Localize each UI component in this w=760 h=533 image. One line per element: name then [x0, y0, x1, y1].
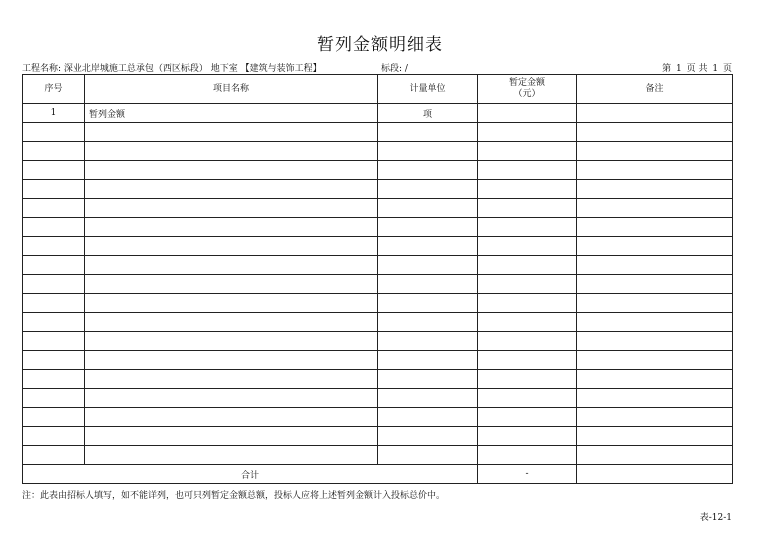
table-row [23, 199, 733, 218]
cell-remark [577, 351, 733, 370]
table-row [23, 142, 733, 161]
page-label-end: 页 [722, 64, 732, 74]
cell-unit [378, 237, 478, 256]
cell-remark [577, 313, 733, 332]
cell-name [85, 199, 378, 218]
cell-unit [378, 408, 478, 427]
cell-unit [378, 351, 478, 370]
cell-amount [478, 180, 577, 199]
cell-unit [378, 275, 478, 294]
table-body [23, 104, 733, 465]
cell-seq [23, 370, 85, 389]
table-row [23, 237, 733, 256]
cell-amount [478, 332, 577, 351]
cell-unit [378, 370, 478, 389]
cell-amount [478, 446, 577, 465]
cell-amount [478, 427, 577, 446]
cell-amount [478, 161, 577, 180]
cell-name [85, 256, 378, 275]
cell-name [85, 427, 378, 446]
cell-unit [378, 446, 478, 465]
cell-seq [23, 294, 85, 313]
total-row [23, 465, 733, 484]
page-indicator [660, 61, 732, 74]
cell-seq [23, 313, 85, 332]
cell-remark [577, 142, 733, 161]
table-row [23, 332, 733, 351]
cell-seq [23, 408, 85, 427]
cell-seq [23, 351, 85, 370]
cell-seq [23, 256, 85, 275]
header-remark: 备注 [577, 75, 733, 104]
cell-unit [378, 180, 478, 199]
cell-name [85, 237, 378, 256]
cell-amount [478, 218, 577, 237]
cell-unit [378, 256, 478, 275]
total-remark [577, 465, 733, 484]
cell-unit [378, 161, 478, 180]
cell-remark [577, 123, 733, 142]
section-label: 标段: / [381, 64, 408, 74]
cell-amount [478, 142, 577, 161]
cell-amount [478, 389, 577, 408]
page-label-first: 第 [662, 64, 672, 74]
header-amount-line2: （元） [513, 89, 541, 99]
table-row [23, 370, 733, 389]
info-bar [22, 61, 732, 75]
footnote: 注：此表由招标人填写，如不能详列，也可只列暂定金额总额，投标人应将上述暂列金额计入投标总价中。 [22, 491, 446, 501]
cell-amount [478, 294, 577, 313]
cell-seq [23, 123, 85, 142]
cell-name [85, 180, 378, 199]
cell-remark [577, 294, 733, 313]
cell-name [85, 161, 378, 180]
cell-unit [378, 313, 478, 332]
table-row [23, 294, 733, 313]
cell-seq [23, 446, 85, 465]
table-row [23, 427, 733, 446]
cell-remark [577, 199, 733, 218]
header-name: 项目名称 [85, 75, 378, 104]
table-row [23, 446, 733, 465]
cell-remark [577, 332, 733, 351]
cell-name [85, 351, 378, 370]
cell-unit [378, 123, 478, 142]
cell-remark [577, 161, 733, 180]
cell-seq [23, 142, 85, 161]
page-total: 1 [712, 64, 719, 74]
cell-seq [23, 332, 85, 351]
table-row [23, 218, 733, 237]
cell-remark [577, 104, 733, 123]
cell-remark [577, 427, 733, 446]
table-row [23, 256, 733, 275]
cell-unit [378, 294, 478, 313]
cell-seq [23, 237, 85, 256]
table-row [23, 180, 733, 199]
cell-remark [577, 256, 733, 275]
cell-name [85, 218, 378, 237]
cell-name [85, 275, 378, 294]
cell-name [85, 408, 378, 427]
cell-unit [378, 332, 478, 351]
cell-remark [577, 275, 733, 294]
provisional-sum-table [22, 74, 733, 484]
cell-remark [577, 237, 733, 256]
header-unit: 计量单位 [378, 75, 478, 104]
cell-name [85, 294, 378, 313]
cell-name [85, 332, 378, 351]
table-row [23, 275, 733, 294]
cell-seq [23, 427, 85, 446]
cell-unit [378, 142, 478, 161]
cell-seq [23, 389, 85, 408]
table-row [23, 161, 733, 180]
cell-name [85, 123, 378, 142]
page-current: 1 [676, 64, 682, 74]
table-row [23, 389, 733, 408]
cell-name: 暂列金额 [85, 104, 378, 123]
cell-unit [378, 218, 478, 237]
cell-remark [577, 446, 733, 465]
table-row [23, 104, 733, 123]
cell-amount [478, 199, 577, 218]
table-row [23, 123, 733, 142]
total-label: 合计 [23, 465, 478, 484]
table-number: 表-12-1 [699, 513, 732, 523]
cell-remark [577, 370, 733, 389]
cell-seq: 1 [23, 104, 85, 123]
cell-unit [378, 427, 478, 446]
cell-remark [577, 180, 733, 199]
cell-name [85, 142, 378, 161]
cell-seq [23, 180, 85, 199]
cell-amount [478, 370, 577, 389]
cell-remark [577, 408, 733, 427]
page-label-mid: 页 共 [686, 64, 708, 74]
cell-seq [23, 275, 85, 294]
table-header-row [23, 75, 733, 104]
cell-remark [577, 389, 733, 408]
cell-name [85, 370, 378, 389]
cell-amount [478, 237, 577, 256]
header-seq: 序号 [23, 75, 85, 104]
table-row [23, 408, 733, 427]
cell-name [85, 446, 378, 465]
table-row [23, 351, 733, 370]
cell-amount [478, 408, 577, 427]
cell-name [85, 389, 378, 408]
cell-seq [23, 218, 85, 237]
cell-unit: 项 [378, 104, 478, 123]
cell-amount [478, 275, 577, 294]
cell-amount [478, 104, 577, 123]
project-name: 工程名称: 深业北岸城施工总承包（西区标段） 地下室 【建筑与装饰工程】 [22, 64, 322, 74]
table-row [23, 313, 733, 332]
cell-unit [378, 389, 478, 408]
total-amount: - [478, 465, 577, 484]
cell-remark [577, 218, 733, 237]
cell-amount [478, 351, 577, 370]
cell-unit [378, 199, 478, 218]
page-title: 暂列金额明细表 [317, 35, 443, 55]
cell-amount [478, 123, 577, 142]
cell-amount [478, 256, 577, 275]
header-amount [478, 75, 577, 104]
cell-seq [23, 199, 85, 218]
cell-name [85, 313, 378, 332]
cell-seq [23, 161, 85, 180]
cell-amount [478, 313, 577, 332]
header-amount-line1: 暂定金额 [508, 78, 545, 88]
